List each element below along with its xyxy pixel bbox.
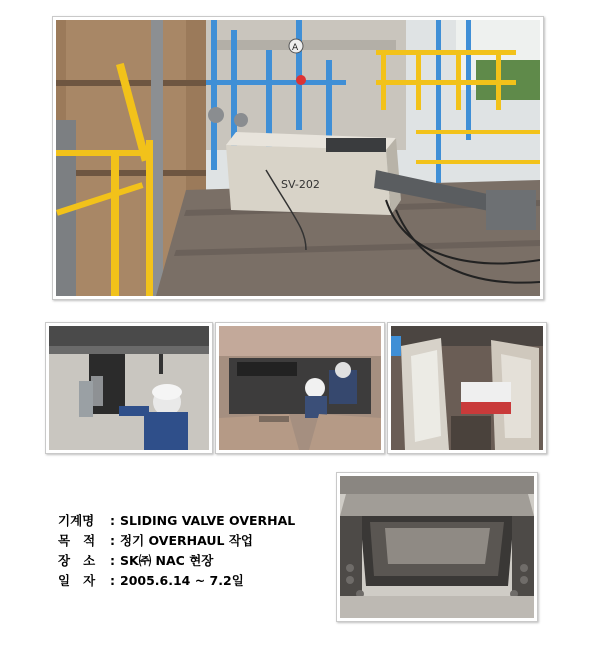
info-separator: : bbox=[110, 573, 115, 588]
info-label-location: 장 소 bbox=[58, 553, 96, 568]
info-value-date: 2005.6.14 ~ 7.2일 bbox=[120, 573, 244, 588]
info-separator: : bbox=[110, 533, 115, 548]
info-value-machine: SLIDING VALVE OVERHAL bbox=[120, 513, 296, 528]
valve-interior-image bbox=[391, 326, 543, 450]
valve-interior-photo bbox=[387, 322, 547, 454]
info-label-date: 일 자 bbox=[58, 573, 96, 588]
info-value-location: SK㈜ NAC 현장 bbox=[120, 553, 214, 568]
valve-plate-photo bbox=[336, 472, 538, 622]
info-value-purpose: 정기 OVERHAUL 작업 bbox=[120, 533, 253, 548]
info-block bbox=[58, 511, 328, 591]
valve-plate-image bbox=[340, 476, 534, 618]
info-separator: : bbox=[110, 513, 115, 528]
valve-plate-label: SV-202 bbox=[281, 178, 320, 191]
worker-inside-valve-photo bbox=[215, 322, 385, 454]
info-label-machine: 기계명 bbox=[58, 513, 95, 528]
info-label-purpose: 목 적 bbox=[58, 533, 96, 548]
worker-drilling-image bbox=[49, 326, 209, 450]
info-separator: : bbox=[110, 553, 115, 568]
worker-inside-valve-image bbox=[219, 326, 381, 450]
worker-drilling-photo bbox=[45, 322, 213, 454]
info-row-machine bbox=[58, 511, 328, 531]
main-valve-photo bbox=[52, 16, 544, 300]
info-row-purpose bbox=[58, 531, 328, 551]
svg-text:A: A bbox=[292, 43, 299, 53]
info-row-date bbox=[58, 571, 328, 591]
main-valve-image bbox=[56, 20, 540, 296]
info-row-location bbox=[58, 551, 328, 571]
